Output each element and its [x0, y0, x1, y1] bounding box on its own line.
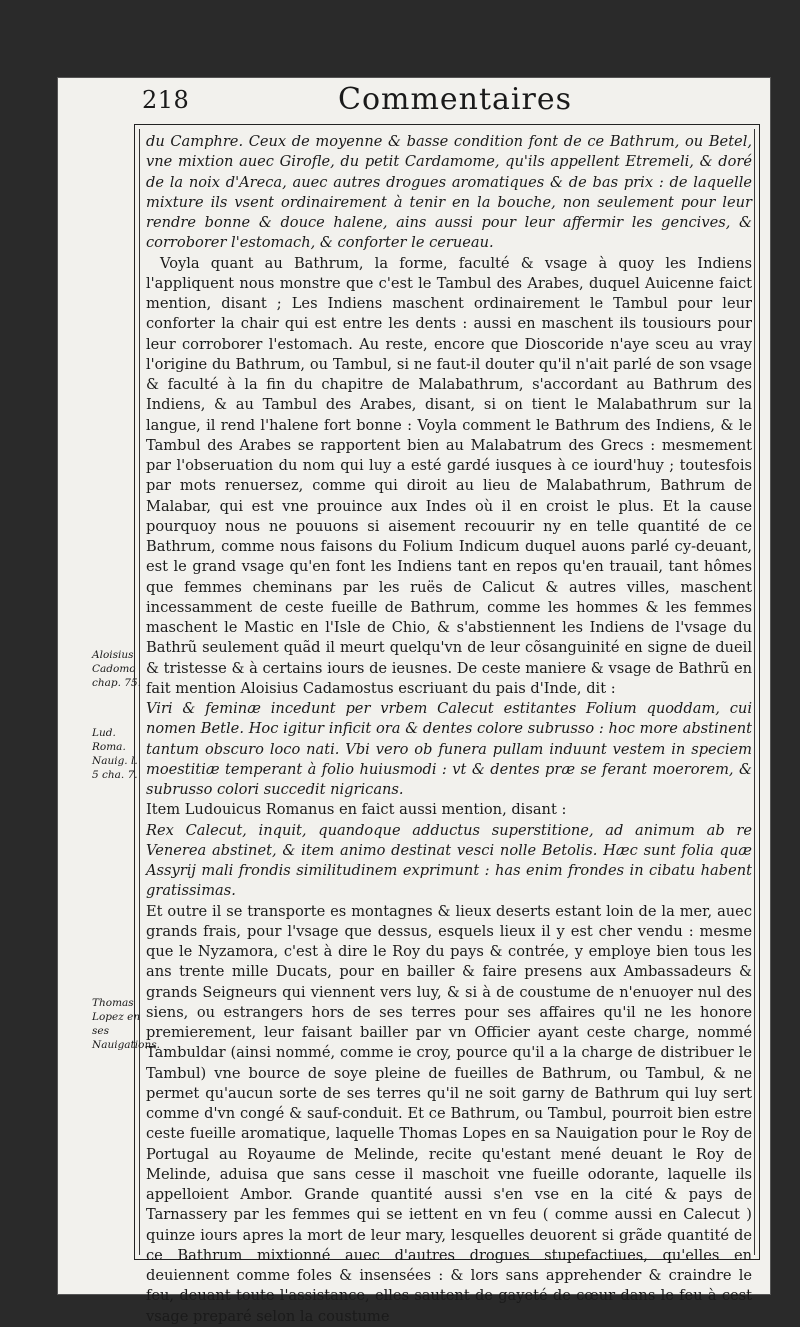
margin-note-ludovicus: Lud. Roma. Nauig. l. 5 cha. 7. — [92, 727, 138, 781]
paragraph-4: Et outre il se transporte es montagnes & lieux deserts estant loin de la mer, auec grands frais, pour l'vsage que dessus, esquels lieux il y est cher vendu : mesme que le Nyzamora, c'est à dire le Roy du pays & contrée, y employe bien tous les ans trente mille Ducats, pour en bailler & faire presens aux Ambassadeurs & grands Seigneurs qui viennent vers luy, & si à de coustume de n'enuoyer nul des siens, ou estrangers hors de ses terres pour ses affaires qu'il ne les honore premierement, leur faisant bailler par vn Officier ayant ceste charge, nommé Tambuldar (ainsi nommé, comme ie croy, pource qu'il a la charge de distribuer le Tambul) vne bource de soye pleine de fueilles de Bathrum, ou Tambul, & ne permet qu'aucun sorte de ses terres qu'il ne soit garny de Bathrum qui luy sert comme d'vn congé & sauf-conduit. Et ce Bathrum, ou Tambul, pourroit bien estre ceste fueille aromatique, laquelle Thomas Lopes en sa Nauigation pour le Roy de Portugal au Royaume de Melinde, recite qu'estant mené deuant le Roy de Melinde, aduisa que sans cesse il maschoit vne fueille odorante, laquelle ils appelloient Ambor. Grande quantité aussi s'en vse en la cité & pays de Tarnassery par les femmes qui se iettent en vn feu ( comme aussi en Calecut ) quinze iours apres la mort de leur mary, lesquelles deuorent si grãde quantité de ce Bathrum mixtionné auec d'autres drogues stupefactiues, qu'elles en deuiennent comme foles & insensées : & lors sans apprehender & craindre le feu, deuant toute l'assistance, elles sautent de gayeté de cœur dans le feu à cest vsage preparé selon la coustume — [146, 902, 752, 1325]
paragraph-1: du Camphre. Ceux de moyenne & basse condition font de ce Bathrum, ou Betel, vne mixtion auec Girofle, du petit Cardamome, qu'ils appellent Etremeli, & doré de la noix d'Areca, auec autres drogues aromatiques & de bas prix : de laquelle mixture ils vsent ordinairement à tenir en la bouche, non seulement pour leur rendre bonne & douce halene, ains aussi pour leur affermir les gencives, & corroborer l'estomach, & conforter le cerueau. — [146, 133, 752, 252]
page-number: 218 — [142, 86, 190, 114]
quotation-cadamosto: Viri & feminæ incedunt per vrbem Calecut estitantes Folium quoddam, cui nomen Betle. Hoc igitur inficit ora & dentes colore subrusso : hoc more abstinent tantum obscuro loco nati. Vbi vero ob funera pullam induunt vestem in speciem moestitiæ temperant à folio huiusmodi : vt & dentes præ se ferant moerorem, & subrusso colori succedit nigricans. — [146, 700, 752, 798]
book-page — [58, 78, 770, 1325]
running-title: Commentaires — [338, 82, 573, 117]
paragraph-2: Voyla quant au Bathrum, la forme, faculté & vsage à quoy les Indiens l'appliquent nous monstre que c'est le Tambul des Arabes, duquel Auicenne faict mention, disant ; Les Indiens maschent ordinairement le Tambul pour leur conforter la chair qui est entre les dents : aussi en maschent ils tousiours pour leur corroborer l'estomach. Au reste, encore que Dioscoride n'aye sceu au vray l'origine du Bathrum, ou Tambul, si ne faut-il douter qu'il n'ait parlé de son vsage & faculté à la fin du chapitre de Malabathrum, s'accordant au Bathrum des Indiens, & au Tambul des Arabes, disant, si on tient le Malabathrum sur la langue, il rend l'halene fort bonne : Voyla comment le Bathrum des Indiens, & le Tambul des Arabes se rapportent bien au Malabatrum des Grecs : mesmement par l'obseruation du nom qui luy a esté gardé iusques à ce iourd'huy ; toutesfois par mots renuersez, comme qui diroit au lieu de Malabathrum, Bathrum de Malabar, qui est vne prouince aux Indes où il en croist le plus. Et la cause pourquoy nous ne pouuons si aisement recouurir ny en telle quantité de ce Bathrum, comme nous faisons du Folium Indicum duquel auons parlé cy-deuant, est le grand vsage qu'en font les Indiens tant en repos qu'en trauail, tant hômes que femmes cheminans par les ruës de Calicut & autres villes, maschent incessamment de ceste fueille de Bathrum, comme les hommes & les femmes maschent le Mastic en l'Isle de Chio, & s'abstiennent les Indiens de l'vsage du Bathrũ seulement quãd il meurt quelqu'vn de leur cõsanguinité en signe de dueil & tristesse & à certains iours de ieusnes. De ceste maniere & vsage de Bathrũ en fait mention Aloisius Cadamostus escriuant du pais d'Inde, dit : — [146, 254, 752, 697]
quotation-ludovicus: Rex Calecut, inquit, quandoque adductus superstitione, ad animum ab re Venerea abstinet, & item animo destinat vesci nolle Betolis. Hæc sunt folia quæ Assyrij mali frondis similitudinem exprimunt : has enim frondes in cibatu habent gratissimas. — [146, 821, 752, 900]
main-text — [146, 132, 752, 1327]
margin-note-cadamosto: Aloisius Cadomo chap. 75. — [92, 649, 141, 689]
margin-note-lopez: Thomas Lopez en ses Nauigations. — [92, 997, 160, 1051]
paragraph-3: Item Ludouicus Romanus en faict aussi mention, disant : — [146, 801, 567, 819]
